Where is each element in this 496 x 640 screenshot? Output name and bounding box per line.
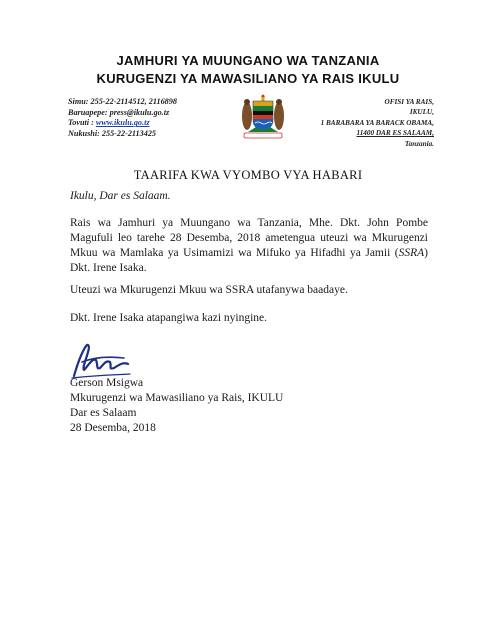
website-line xyxy=(68,118,177,129)
signatory-date: 28 Desemba, 2018 xyxy=(70,422,156,434)
phone-line: Simu: 255-22-2114512, 2116898 xyxy=(68,97,177,106)
dateline-place: Ikulu, Dar es Salaam. xyxy=(70,190,171,202)
address-line3: 1 BARABARA YA BARACK OBAMA, xyxy=(320,118,434,127)
address-line2: IKULU, xyxy=(409,108,434,117)
email-label: Baruapepe: xyxy=(68,107,110,117)
header-title-line1: JAMHURI YA MUUNGANO WA TANZANIA xyxy=(116,53,380,68)
signatory-name: Gerson Msigwa xyxy=(70,377,144,389)
ssra-acronym: SSRA xyxy=(398,247,425,259)
signatory-city: Dar es Salaam xyxy=(70,407,137,419)
paragraph-appointment: Uteuzi wa Mkurugenzi Mkuu wa SSRA utafanywa baadaye. xyxy=(70,284,348,296)
office-address-block xyxy=(321,97,434,149)
address-line4: 11400 DAR ES SALAAM, xyxy=(356,129,434,138)
website-link[interactable]: www.ikulu.go.tz xyxy=(95,118,150,128)
coat-of-arms-emblem xyxy=(238,94,288,140)
address-line5: Tanzania. xyxy=(404,139,434,148)
signatory-position: Mkurugenzi wa Mawasiliano ya Rais, IKULU xyxy=(70,392,284,404)
address-line1: OFISI YA RAIS, xyxy=(384,98,434,106)
email-value: press@ikulu.go.tz xyxy=(109,107,170,117)
press-release-title: TAARIFA KWA VYOMBO VYA HABARI xyxy=(133,168,363,182)
paragraph1-end: ) Dkt. Irene Isaka. xyxy=(70,247,428,274)
paragraph-announcement xyxy=(70,216,428,276)
website-label: Tovuti : xyxy=(68,118,96,128)
paragraph1-text: Rais wa Jamhuri ya Muungano wa Tanzania, Mhe. Dkt. John Pombe Magufuli leo tarehe 28 Desemba, 2018 ametengua uteuzi wa Mkurugenzi Mkuu wa Mamlaka ya Usimamizi wa Mifuko ya Hifadhi ya Jamii ( xyxy=(70,217,428,259)
signatory-block xyxy=(70,376,283,436)
header-title-line2: KURUGENZI YA MAWASILIANO YA RAIS IKULU xyxy=(96,71,400,86)
fax-line: Nukushi: 255-22-2113425 xyxy=(68,128,157,138)
contact-block xyxy=(68,97,177,139)
email-line xyxy=(68,108,177,119)
paragraph-reassignment: Dkt. Irene Isaka atapangiwa kazi nyingine. xyxy=(70,312,268,324)
